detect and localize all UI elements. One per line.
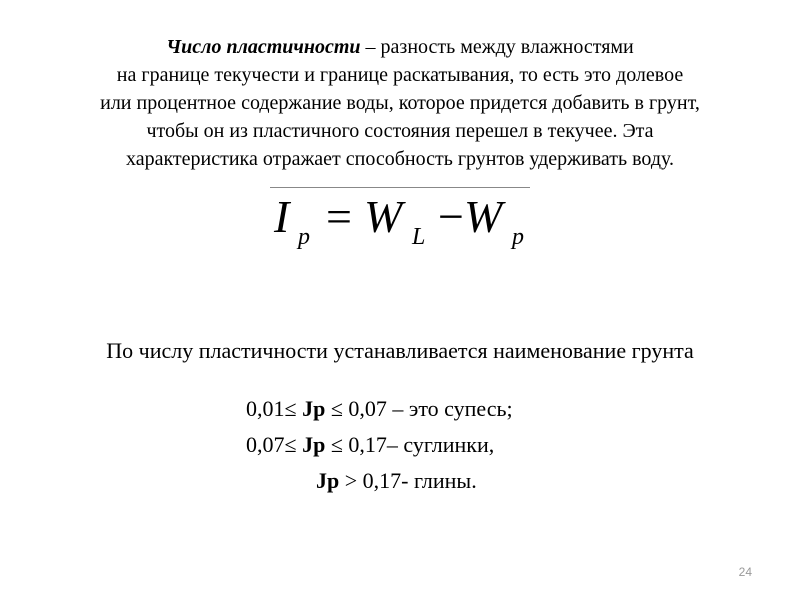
case-1-var: Jp: [302, 396, 326, 421]
formula-term1-sub: L: [412, 224, 426, 250]
formula-equals: =: [326, 191, 352, 242]
case-3-post: > 0,17- глины.: [339, 468, 477, 493]
definition-line-3: или процентное содержание воды, которое придется добавить в грунт,: [100, 92, 700, 114]
classification-statement: По числу пластичности устанавливается наименование грунта: [106, 338, 694, 363]
definition-paragraph: [40, 33, 760, 173]
page-number: 24: [738, 565, 752, 579]
definition-line-1: [40, 33, 760, 61]
definition-line-2: на границе текучести и границе раскатывания, то есть это долевое: [116, 64, 684, 86]
case-sandy-loam: [246, 396, 513, 422]
case-1-post: ≤ 0,07 – это супесь;: [325, 396, 513, 421]
case-clay: [316, 468, 477, 494]
formula-term2-sub: p: [512, 224, 524, 250]
formula-term1: W: [364, 191, 403, 242]
plasticity-formula: [270, 190, 540, 260]
formula-minus: −: [438, 191, 464, 242]
case-1-pre: 0,01≤: [246, 396, 303, 421]
separator-line: [270, 187, 530, 188]
definition-line-4: чтобы он из пластичного состояния перешел в текучее. Эта: [146, 120, 654, 142]
case-3-var: Jp: [316, 468, 340, 493]
case-2-pre: 0,07≤: [246, 432, 303, 457]
formula-lhs: I: [274, 191, 290, 242]
definition-term: Число пластичности: [166, 36, 361, 58]
case-2-post: ≤ 0,17– суглинки,: [325, 432, 495, 457]
case-loam: [246, 432, 494, 458]
definition-line-1-rest: – разность между влажностями: [360, 36, 634, 58]
formula-lhs-sub: p: [298, 224, 310, 250]
case-2-var: Jp: [302, 432, 326, 457]
formula-term2: W: [464, 191, 503, 242]
definition-line-5: характеристика отражает способность грунтов удерживать воду.: [125, 148, 675, 170]
